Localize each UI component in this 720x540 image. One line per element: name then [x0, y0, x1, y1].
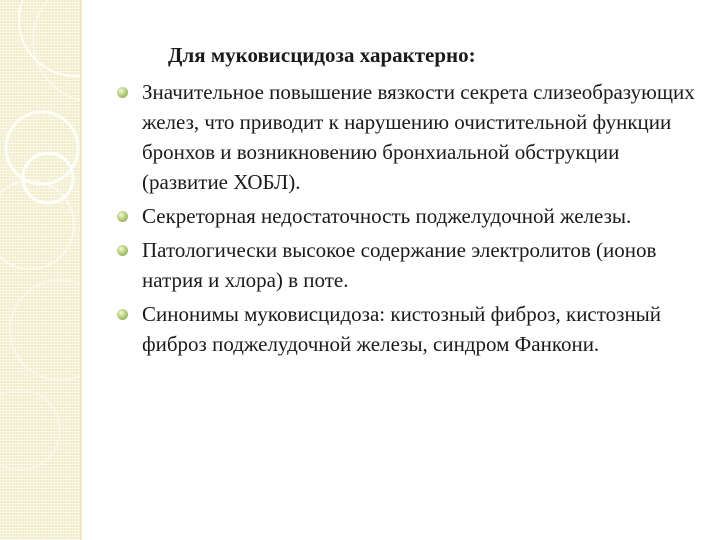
decorative-ring: [0, 390, 60, 470]
slide-heading: Для муковисцидоза характерно:: [168, 43, 476, 67]
decorative-side-band: [0, 0, 80, 540]
bullet-icon: [117, 87, 128, 98]
bullet-text: Значительное повышение вязкости секрета слизеобразующих желез, что приводит к нарушению очистительной функции бронхов и возникновению бронхиальной обструкции (развитие ХОБЛ).: [142, 80, 695, 194]
decorative-ring: [33, 0, 80, 102]
decorative-ring: [10, 280, 80, 380]
decorative-ring: [19, 0, 80, 76]
slide-content: [112, 40, 697, 363]
band-divider: [80, 0, 82, 540]
bullet-item: [112, 235, 697, 295]
bullet-text: Патологически высокое содержание электролитов (ионов натрия и хлора) в поте.: [142, 238, 657, 292]
bullet-icon: [117, 309, 128, 320]
bullet-list: [112, 77, 697, 359]
bullet-text: Секреторная недостаточность поджелудочной железы.: [142, 204, 632, 228]
bullet-item: [112, 299, 697, 359]
decorative-ring: [6, 112, 78, 184]
bullet-icon: [117, 211, 128, 222]
bullet-text: Синонимы муковисцидоза: кистозный фиброз, кистозный фиброз поджелудочной железы, синдром Фанкони.: [142, 302, 662, 356]
bullet-item: [112, 201, 697, 231]
decorative-ring: [0, 181, 74, 269]
decorative-rings-graphic: [0, 0, 80, 540]
bullet-item: [112, 77, 697, 197]
decorative-ring: [23, 153, 73, 203]
bullet-icon: [117, 245, 128, 256]
